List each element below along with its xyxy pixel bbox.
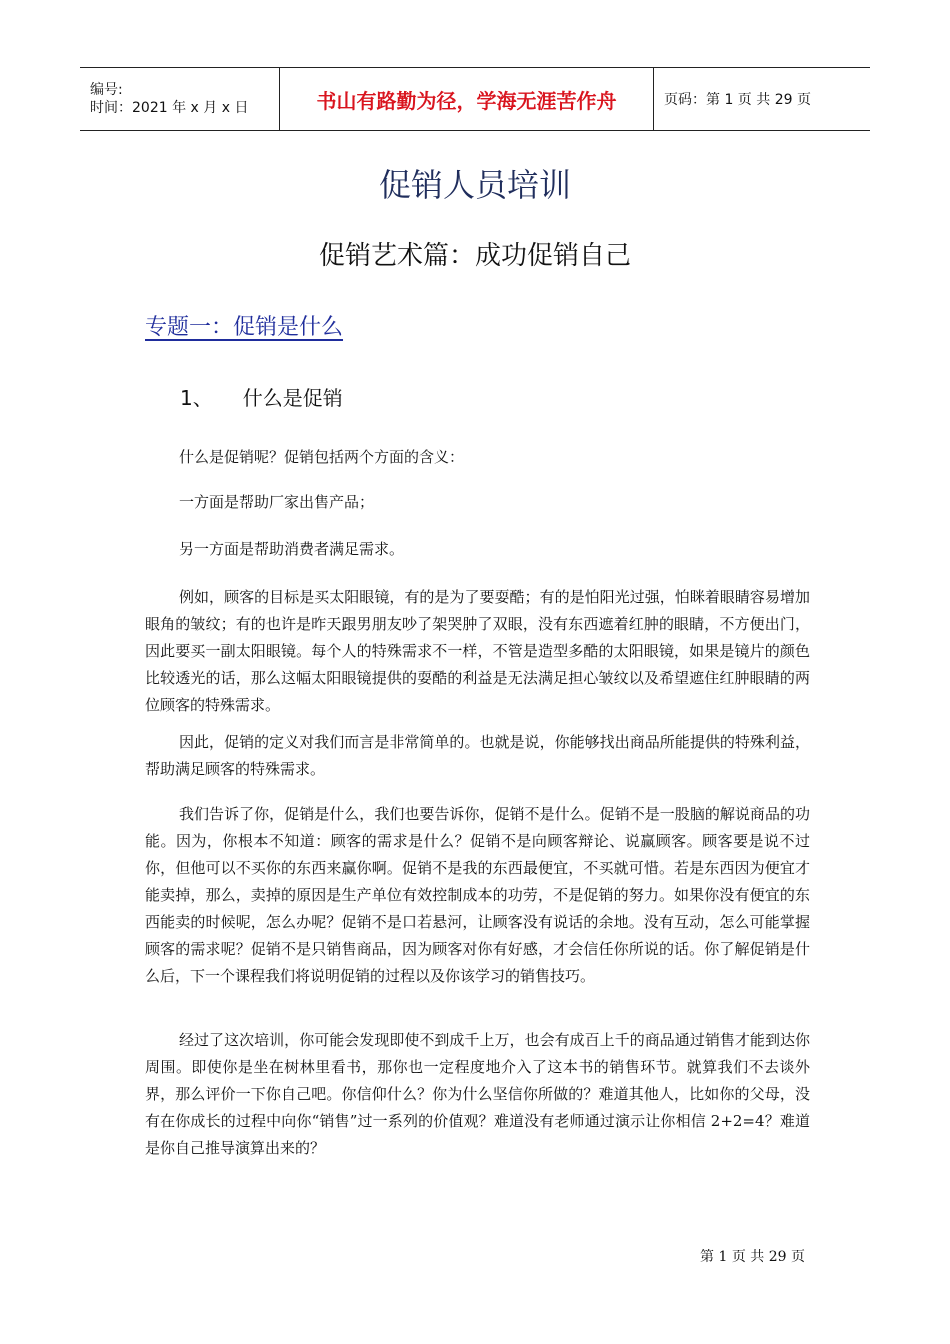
paragraph-4: 例如，顾客的目标是买太阳眼镜，有的是为了要耍酷；有的是怕阳光过强，怕眯着眼睛容易增加眼角的皱纹；有的也许是昨天跟男朋友吵了架哭肿了双眼，没有东西遮着红肿的眼睛，不方便出门，因此要买一副太阳眼镜。每个人的特殊需求不一样，不管是造型多酷的太阳眼镜，如果是镜片的颜色比较透光的话，那么这幅太阳眼镜提供的耍酷的利益是无法满足担心皱纹以及希望遮住红肿眼睛的两位顾客的特殊需求。	[145, 588, 810, 714]
paragraph-6: 我们告诉了你，促销是什么，我们也要告诉你，促销不是什么。促销不是一股脑的解说商品的功能。因为，你根本不知道：顾客的需求是什么？促销不是向顾客辩论、说赢顾客。顾客要是说不过你，但他可以不买你的东西来赢你啊。促销不是我的东西最便宜，不买就可惜。若是东西因为便宜才能卖掉，那么，卖掉的原因是生产单位有效控制成本的功劳，不是促销的努力。如果你没有便宜的东西能卖的时候呢，怎么办呢？促销不是口若悬河，让顾客没有说话的余地。没有互动，怎么可能掌握顾客的需求呢？促销不是只销售商品，因为顾客对你有好感，才会信任你所说的话。你了解促销是什么后，下一个课程我们将说明促销的过程以及你该学习的销售技巧。	[145, 805, 810, 985]
time-label: 时间：2021 年 x 月 x 日	[90, 100, 249, 116]
number-label: 编号:	[90, 82, 123, 98]
paragraph-5: 因此，促销的定义对我们而言是非常简单的。也就是说，你能够找出商品所能提供的特殊利益，帮助满足顾客的特殊需求。	[145, 733, 810, 778]
header-meta	[80, 68, 280, 130]
document-header	[80, 67, 870, 131]
page-footer: 第 1 页 共 29 页	[700, 1249, 805, 1265]
topic-heading-link[interactable]: 专题一：促销是什么	[145, 315, 344, 340]
paragraph-7: 经过了这次培训，你可能会发现即使不到成千上万，也会有成百上千的商品通过销售才能到达你周围。即使你是坐在树林里看书，那你也一定程度地介入了这本书的销售环节。就算我们不去谈外界，那么评价一下你自己吧。你信仰什么？你为什么坚信你所做的？难道其他人，比如你的父母，没有在你成长的过程中向你“销售”过一系列的价值观？难道没有老师通过演示让你相信 2+2=4？难道是你自己推导演算出来的？	[145, 1031, 810, 1157]
paragraph-2: 一方面是帮助厂家出售产品；	[179, 493, 375, 511]
paragraph-3: 另一方面是帮助消费者满足需求。	[179, 540, 405, 558]
paragraph-1: 什么是促销呢？促销包括两个方面的含义：	[179, 448, 465, 466]
header-page-info: 页码：第 1 页 共 29 页	[664, 92, 811, 108]
section-title: 什么是促销	[242, 386, 343, 410]
document-subtitle: 促销艺术篇：成功促销自己	[318, 241, 631, 271]
document-title: 促销人员培训	[378, 166, 571, 204]
section-number: 1、	[180, 386, 213, 410]
header-motto: 书山有路勤为径，学海无涯苦作舟	[280, 68, 654, 130]
section-heading	[180, 382, 343, 411]
